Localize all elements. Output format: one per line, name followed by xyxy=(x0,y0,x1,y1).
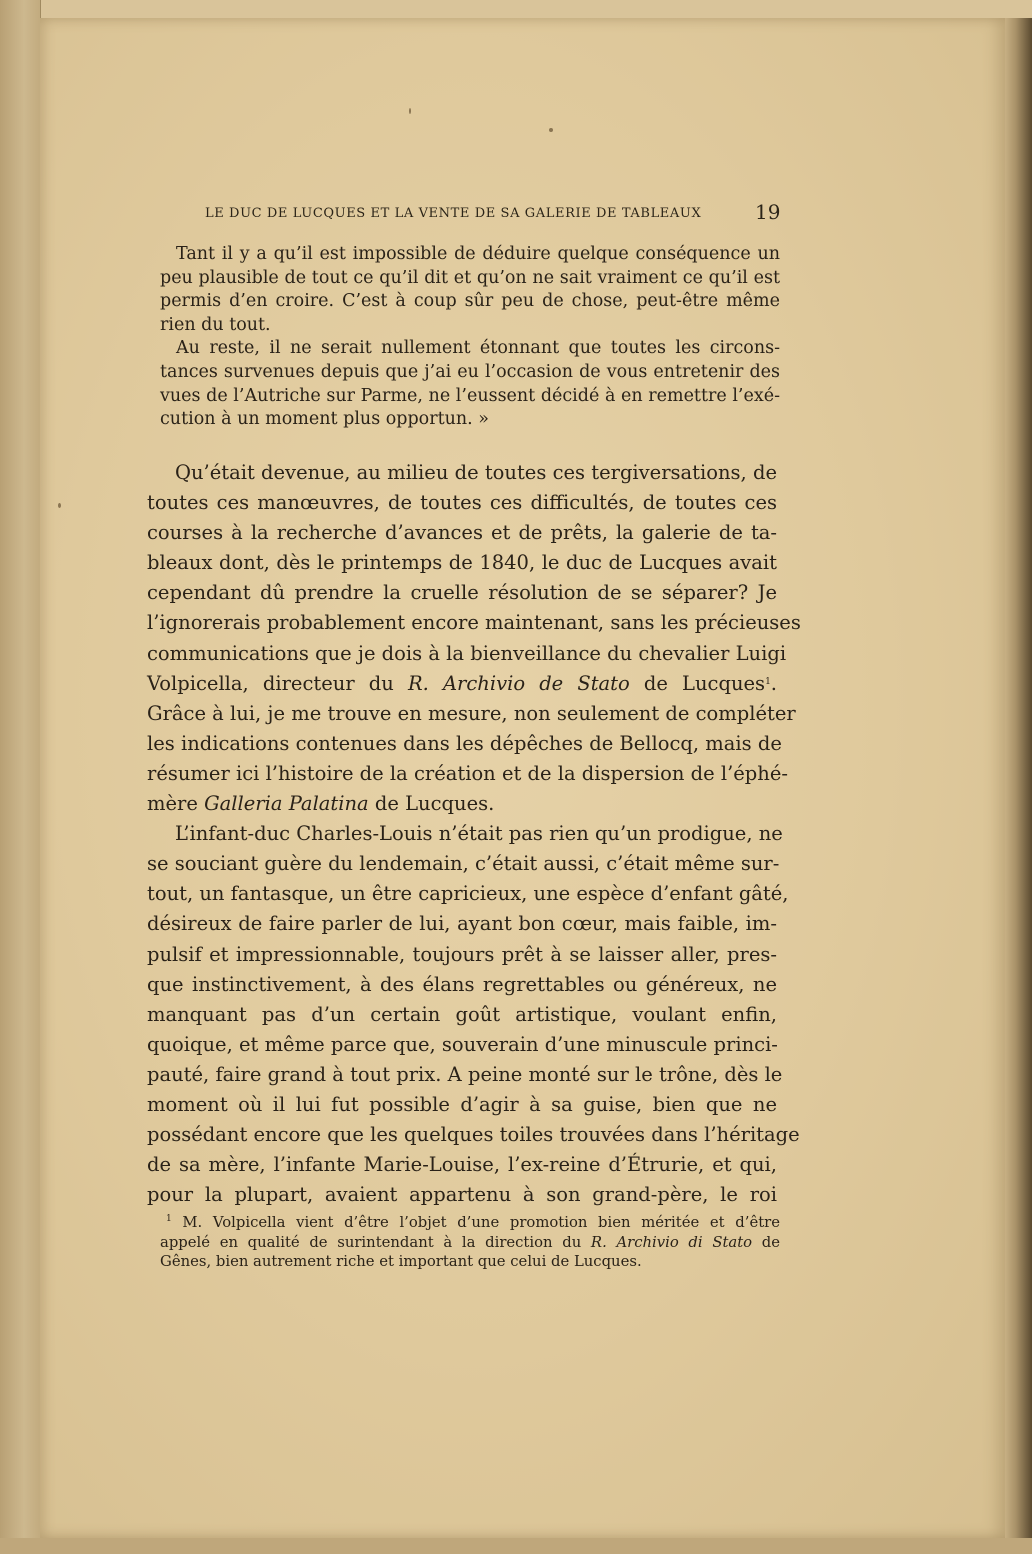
text-run: appelé en qualité de surintendant à la direction du xyxy=(160,1233,591,1251)
text-line: bleaux dont, dès le printemps de 1840, le duc de Lucques avait xyxy=(147,551,777,575)
text-line: se souciant guère du lendemain, c’était aussi, c’était même sur- xyxy=(147,852,780,876)
text-line: Tant il y a qu’il est impossible de déduire quelque conséquence un xyxy=(176,244,780,264)
text-line xyxy=(147,789,777,819)
page-fore-edge xyxy=(1005,18,1032,1538)
text-run: de Lucques. xyxy=(368,792,495,816)
text-run: mère xyxy=(147,792,205,816)
text-line: possédant encore que les quelques toiles trouvées dans l’héritage xyxy=(147,1123,800,1147)
text-line: permis d’en croire. C’est à coup sûr peu de chose, peut-être même xyxy=(160,291,780,312)
text-run: . xyxy=(770,671,777,695)
text-line: moment où il lui fut possible d’agir à sa guise, bien que ne xyxy=(147,1092,777,1116)
text-line xyxy=(160,1233,780,1253)
text-line: l’ignorerais probablement encore maintenant, sans les précieuses xyxy=(147,611,801,635)
text-line: désireux de faire parler de lui, ayant bon cœur, mais faible, im- xyxy=(147,912,777,936)
text-line xyxy=(160,1213,780,1233)
text-line: tout, un fantasque, un être capricieux, une espèce d’enfant gâté, xyxy=(147,882,789,906)
text-line: courses à la recherche d’avances et de prêts, la galerie de ta- xyxy=(147,521,777,545)
text-line: que instinctivement, à des élans regrettables ou généreux, ne xyxy=(147,972,777,996)
text-line: résumer ici l’histoire de la création et de la dispersion de l’éphé- xyxy=(147,761,788,785)
text-line: manquant pas d’un certain goût artistique, voulant enfin, xyxy=(147,1002,777,1026)
text-line: tances survenues depuis que j’ai eu l’occasion de vous entretenir des xyxy=(160,361,780,382)
paper-speck xyxy=(549,128,553,132)
text-line: Qu’était devenue, au milieu de toutes ces tergiversations, de xyxy=(175,461,777,484)
body-text xyxy=(147,458,801,1210)
text-line: les indications contenues dans les dépêches de Bellocq, mais de xyxy=(147,731,782,755)
text-line xyxy=(147,669,777,699)
text-line: Au reste, il ne serait nullement étonnant que toutes les circons- xyxy=(176,338,780,359)
text-line: de sa mère, l’infante Marie-Louise, l’ex-reine d’Étrurie, et qui, xyxy=(147,1153,777,1177)
page-bottom-edge xyxy=(0,1538,1032,1554)
text-line: pour la plupart, avaient appartenu à son grand-père, le roi xyxy=(147,1183,777,1207)
text-line: pauté, faire grand à tout prix. A peine monté sur le trône, dès le xyxy=(147,1062,783,1086)
text-line: toutes ces manœuvres, de toutes ces difficultés, de toutes ces xyxy=(147,491,777,515)
footnote-reference: 1 xyxy=(765,676,771,687)
page-number: 19 xyxy=(755,200,781,224)
text-line: pulsif et impressionnable, toujours prêt à se laisser aller, pres- xyxy=(147,942,777,966)
archive-name: R. Archivio de Stato xyxy=(407,671,630,695)
paper-speck xyxy=(409,108,411,114)
text-line: communications que je dois à la bienveillance du chevalier Luigi xyxy=(147,641,787,665)
text-line: Grâce à lui, je me trouve en mesure, non seulement de compléter xyxy=(147,701,796,725)
text-line: peu plausible de tout ce qu’il dit et qu’on ne sait vraiment ce qu’il est xyxy=(160,267,780,288)
quoted-letter-excerpt xyxy=(160,243,780,432)
paper-speck xyxy=(58,503,61,508)
archive-name: R. Archivio di Stato xyxy=(590,1233,753,1251)
text-line: Gênes, bien autrement riche et important que celui de Lucques. xyxy=(160,1253,642,1271)
text-run: de Lucques xyxy=(629,671,766,695)
text-line: vues de l’Autriche sur Parme, ne l’eussent décidé à en remettre l’exé- xyxy=(160,385,780,406)
text-run: M. Volpicella vient d’être l’objet d’une promotion bien méritée et d’être xyxy=(171,1214,780,1231)
text-run: de xyxy=(752,1233,780,1251)
footnote-marker: 1 xyxy=(166,1214,172,1224)
previous-page-edge xyxy=(0,0,41,1554)
text-line: cependant dû prendre la cruelle résolution de se séparer? Je xyxy=(147,581,777,605)
text-line: cution à un moment plus opportun. » xyxy=(160,409,489,430)
running-title: LE DUC DE LUCQUES ET LA VENTE DE SA GALERIE DE TABLEAUX xyxy=(205,206,702,221)
footnote xyxy=(160,1213,780,1272)
text-run: Volpicella, directeur du xyxy=(147,671,408,695)
text-line: quoique, et même parce que, souverain d’une minuscule princi- xyxy=(147,1032,778,1056)
text-line: rien du tout. xyxy=(160,314,271,335)
gallery-name: Galleria Palatina xyxy=(204,792,369,816)
text-line: L’infant-duc Charles-Louis n’était pas rien qu’un prodigue, ne xyxy=(175,822,783,846)
